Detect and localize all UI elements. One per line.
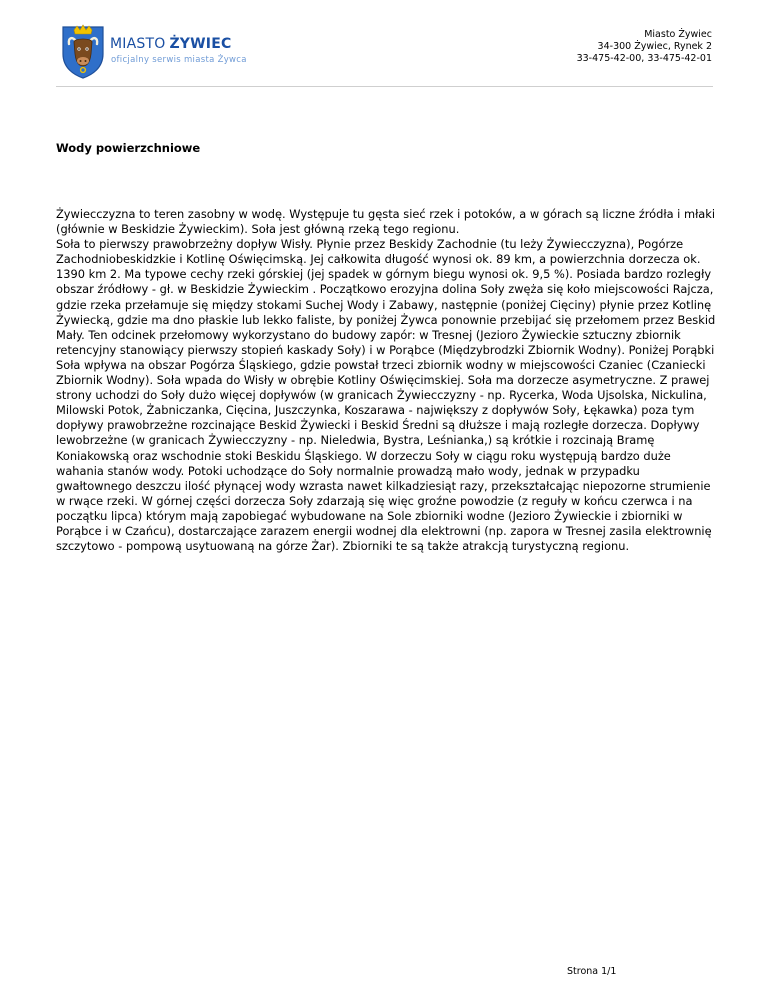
site-logo[interactable]	[60, 22, 260, 82]
contact-phones: 33-475-42-00, 33-475-42-01	[576, 53, 712, 64]
logo-tagline: oficjalny serwis miasta Żywca	[111, 55, 247, 65]
contact-name: Miasto Żywiec	[644, 29, 712, 40]
header-divider	[56, 86, 713, 87]
contact-info	[577, 29, 712, 65]
contact-address: 34-300 Żywiec, Rynek 2	[597, 41, 712, 52]
logo-title-part1: MIASTO	[110, 36, 166, 52]
page-header	[0, 0, 768, 90]
article-body	[56, 207, 718, 554]
page-number: Strona 1/1	[567, 966, 617, 977]
logo-title-part2: ŻYWIEC	[169, 36, 232, 52]
logo-title	[110, 36, 231, 52]
article-paragraph: Soła to pierwszy prawobrzeżny dopływ Wisły. Płynie przez Beskidy Zachodnie (tu leży Żywiecczyzna), Pogórze Zachodniobeskidzkie i Kotlinę Oświęcimską. Jej całkowita długość wynosi ok. 89 km, a powierzchnia dorzecza ok. 1390 km 2. Ma typowe cechy rzeki górskiej (jej spadek w górnym biegu wynosi ok. 9,5 %). Posiada bardzo rozległy obszar źródłowy - gł. w Beskidzie Żywieckim . Początkowo erozyjna dolina Soły zwęża się koło miejscowości Rajcza, gdzie rzeka przełamuje się między stokami Suchej Wody i Zabawy, następnie (poniżej Cięciny) płynie przez Kotlinę Żywiecką, gdzie ma dno płaskie lub lekko faliste, by poniżej Żywca ponownie przebijać się przełomem przez Beskid Mały. Ten odcinek przełomowy wykorzystano do budowy zapór: w Tresnej (Jezioro Żywieckie sztuczny zbiornik retencyjny stanowiący pierwszy stopień kaskady Soły) i w Porąbce (Międzybrodzki Zbiornik Wodny). Poniżej Porąbki Soła wpływa na obszar Pogórza Śląskiego, gdzie powstał trzeci zbiornik wodny w miejscowości Czaniec (Czaniecki Zbiornik Wodny). Soła wpada do Wisły w obrębie Kotliny Oświęcimskiej. Soła ma dorzecze asymetryczne. Z prawej strony uchodzi do Soły dużo więcej dopływów (w granicach Żywiecczyzny - np. Rycerka, Woda Ujsolska, Nickulina, Milowski Potok, Żabniczanka, Cięcina, Juszczynka, Koszarawa - największy z dopływów Soły, Łękawka) poza tym dopływy prawobrzeżne rozcinające Beskid Żywiecki i Beskid Średni są dłuższe i mają rozległe dorzecza. Dopływy lewobrzeżne (w granicach Żywiecczyzny - np. Nieledwia, Bystra, Leśnianka,) są krótkie i rozcinają Bramę Koniakowską oraz wschodnie stoki Beskidu Śląskiego. W dorzeczu Soły w ciągu roku występują bardzo duże wahania stanów wody. Potoki uchodzące do Soły normalnie prowadzą mało wody, jednak w przypadku gwałtownego deszczu ilość płynącej wody wzrasta nawet kilkadziesiąt razy, przekształcając niepozorne strumienie w rwące rzeki. W górnej części dorzecza Soły zdarzają się więc groźne powodzie (z reguły w końcu czerwca i na początku lipca) którym mają zapobiegać wybudowane na Sole zbiorniki wodne (Jezioro Żywieckie i zbiorniki w Porąbce i w Czańcu), dostarczające zarazem energii wodnej dla elektrowni (np. zapora w Tresnej zasila elektrownię szczytowo - pompową usytuowaną na górze Żar). Zbiorniki te są także atrakcją turystyczną regionu.	[56, 237, 716, 554]
article-paragraph: Żywiecczyzna to teren zasobny w wodę. Występuje tu gęsta sieć rzek i potoków, a w górach są liczne źródła i młaki (głównie w Beskidzie Żywieckim). Soła jest główną rzeką tego regionu.	[56, 207, 716, 237]
article-title: Wody powierzchniowe	[56, 141, 201, 155]
zywiec-crest-icon	[60, 24, 106, 80]
